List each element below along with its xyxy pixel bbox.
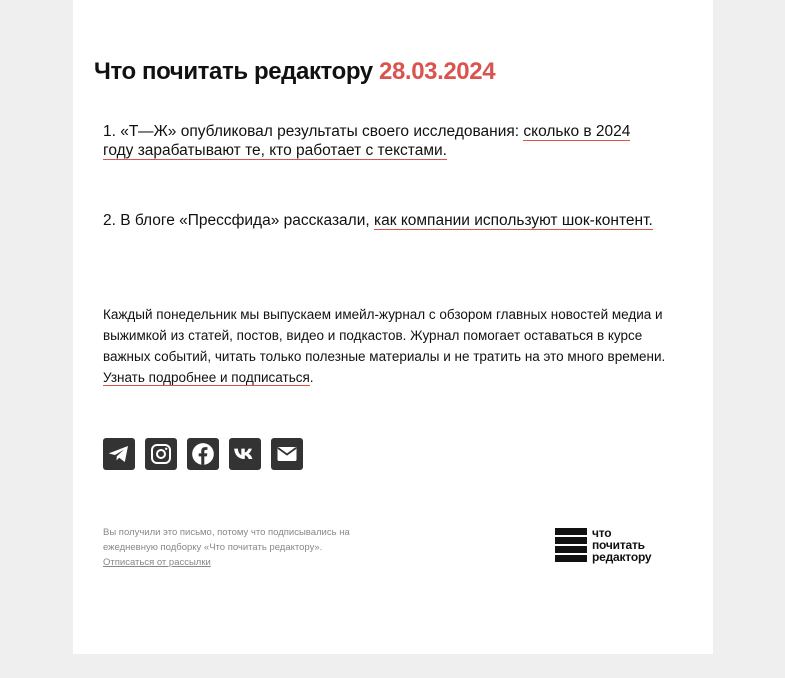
title-text: Что почитать редактору [94,58,373,85]
newsletter-card [73,0,713,654]
logo-line-2: почитать [592,538,645,552]
logo-bar [555,546,587,553]
news-item-2-text: 2. В блоге «Прессфида» рассказали, [103,212,374,229]
logo-text [592,527,651,563]
news-item-1-text: 1. «Т—Ж» опубликовал результаты своего исследования: [103,123,524,140]
logo[interactable] [555,527,651,563]
news-item-1 [103,122,663,160]
subscribe-link[interactable]: Узнать подробнее и подписаться [103,370,310,385]
news-item-1-link[interactable]: сколько в 2024 году зарабатывают те, кто работает с текстами. [103,123,631,159]
social-links [103,438,303,470]
logo-line-1: что [592,526,612,540]
news-item-2 [103,211,663,230]
logo-mark-icon [555,528,587,562]
facebook-icon [190,441,216,467]
instagram-icon [149,442,173,466]
about-paragraph [103,304,688,388]
about-suffix: . [309,370,314,385]
vk-button[interactable] [229,438,261,470]
footer-note [103,525,393,570]
email-button[interactable] [271,438,303,470]
logo-bar [555,528,587,535]
logo-line-3: редактору [592,550,652,564]
email-icon [275,442,299,466]
footer-note-text: Вы получили это письмо, потому что подписывались на ежедневную подборку «Что почитать редактору». [103,527,350,553]
title-date: 28.03.2024 [379,58,496,85]
telegram-icon [107,442,131,466]
unsubscribe-link[interactable]: Отписаться от рассылки [103,557,211,568]
instagram-button[interactable] [145,438,177,470]
logo-bar [555,555,587,562]
news-item-2-link[interactable]: как компании используют шок-контент. [374,212,653,229]
logo-bar [555,537,587,544]
telegram-button[interactable] [103,438,135,470]
about-text: Каждый понедельник мы выпускаем имейл-журнал с обзором главных новостей медиа и выжимкой из статей, постов, видео и подкастов. Журнал помогает оставаться в курсе важных событий, читать только полезные материалы и не тратить на это много времени. [103,307,666,364]
page-title [94,58,495,86]
vk-icon [232,441,258,467]
facebook-button[interactable] [187,438,219,470]
